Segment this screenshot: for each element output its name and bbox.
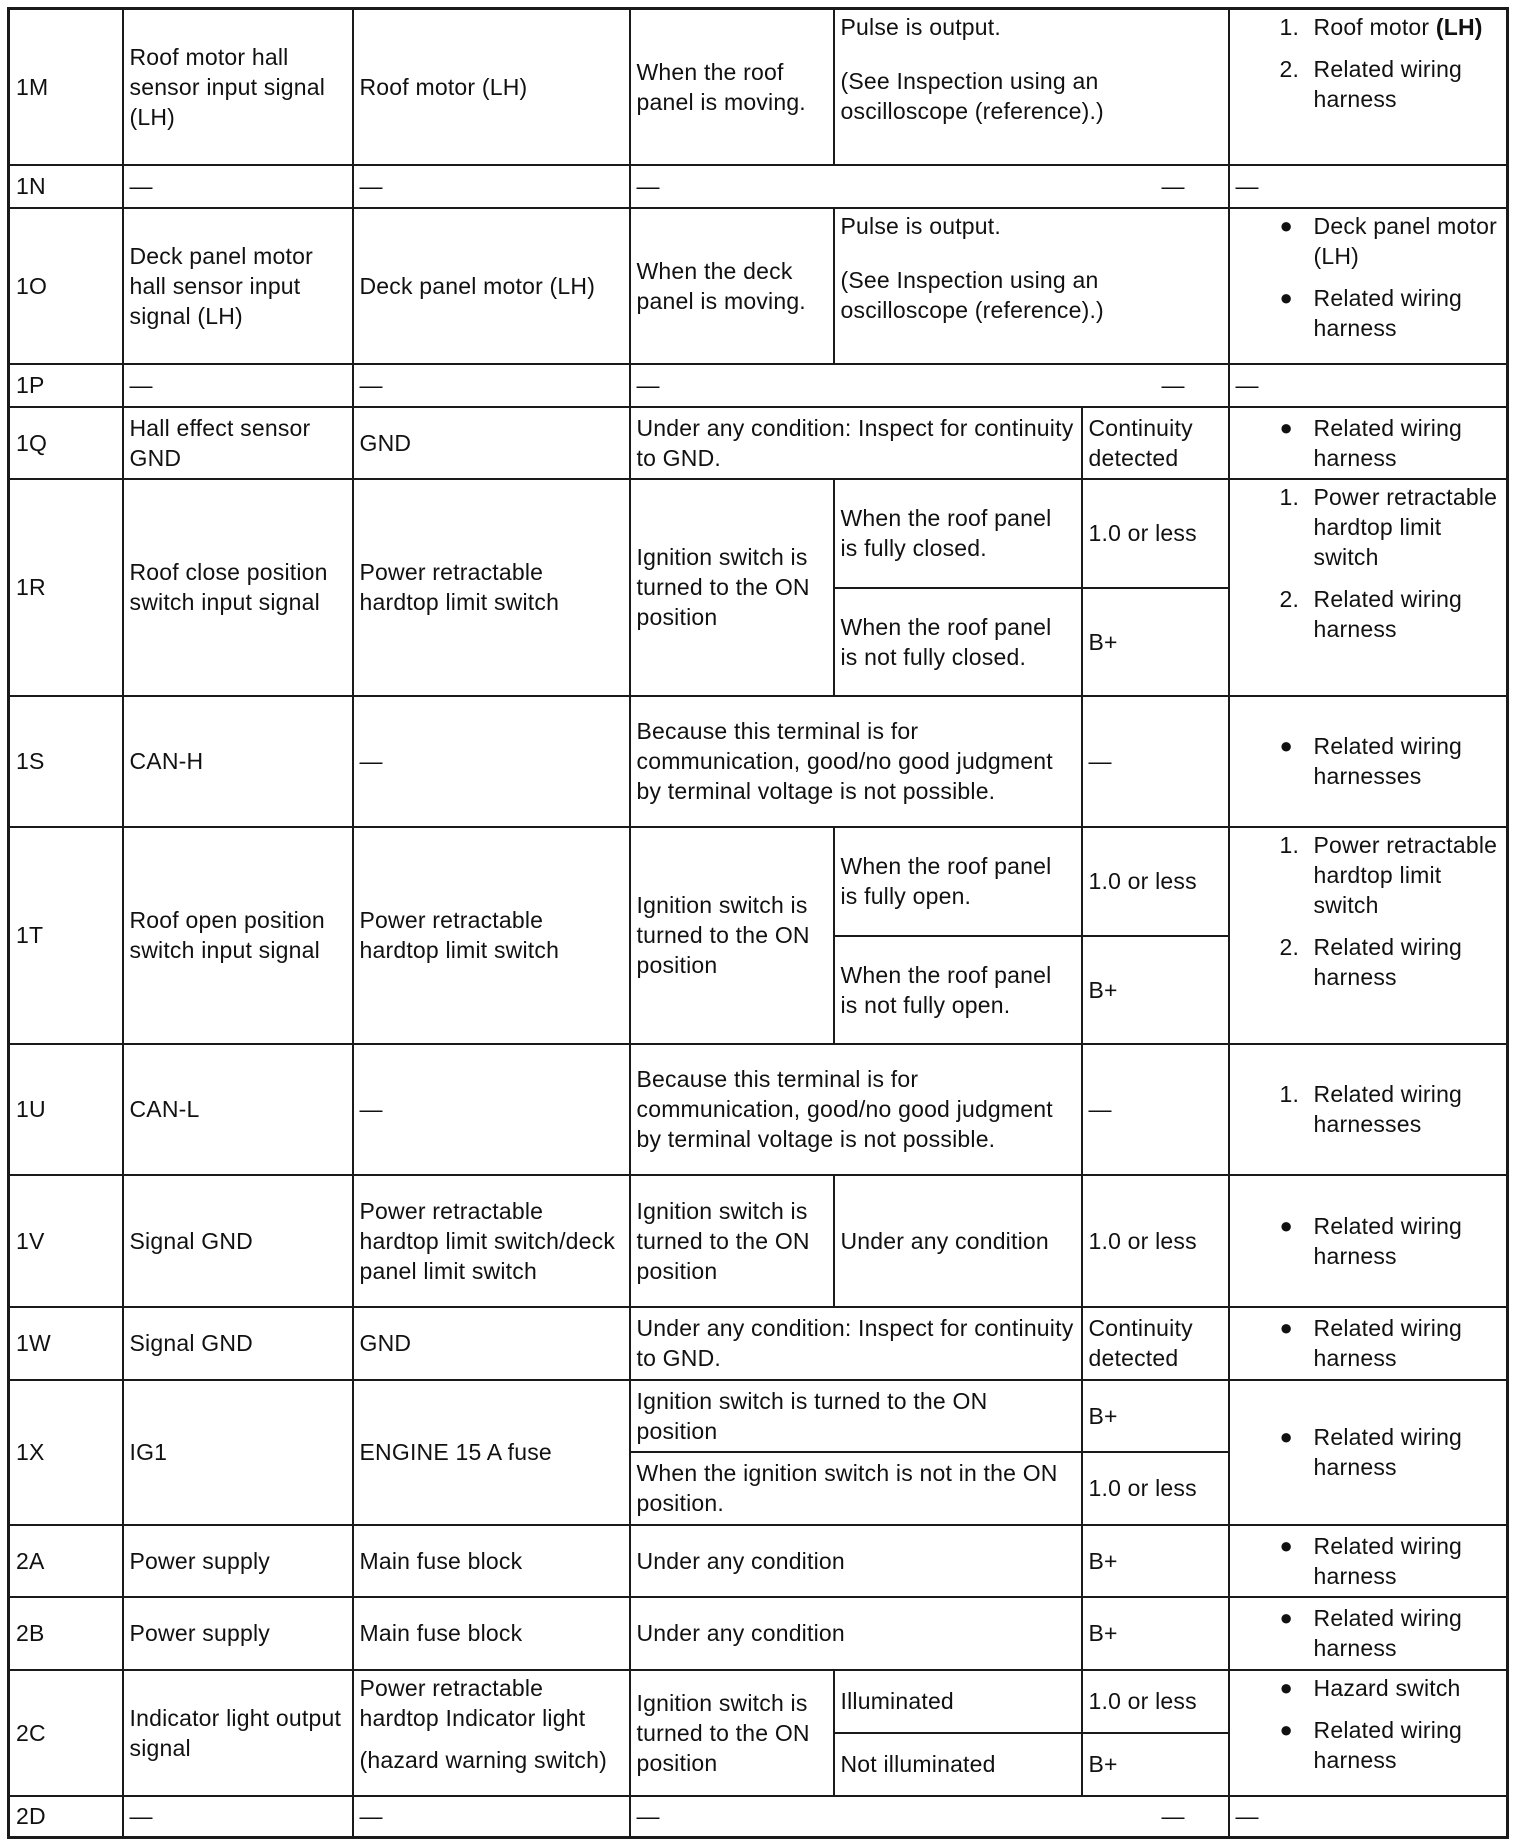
value-cell: B+	[1082, 588, 1229, 696]
terminal-cell: 1S	[9, 696, 123, 827]
state-cell: Illuminated	[834, 1670, 1082, 1733]
possible-cause-cell	[1229, 1525, 1508, 1597]
value-cell: Continuity detected	[1082, 407, 1229, 479]
dash-cell: —	[1229, 1796, 1508, 1838]
terminal-cell: 1T	[9, 827, 123, 1044]
list-item: 2. Related wiring harness	[1279, 933, 1463, 990]
condition-cell: Because this terminal is for communication, good/no good judgment by terminal voltage is not possible.	[630, 696, 1082, 827]
cause-text: Deck panel motor (LH)	[1313, 212, 1497, 269]
terminal-cell: 1O	[9, 208, 123, 364]
connected-to-cell: Main fuse block	[353, 1525, 630, 1597]
connected-to-cell: Power retractable hardtop limit switch	[353, 479, 630, 696]
signal-name-cell: Roof open position switch input signal	[123, 827, 353, 1044]
table-row	[9, 9, 1508, 165]
condition-cell: Ignition switch is turned to the ON position	[630, 1380, 1082, 1452]
dash-cell: —	[123, 165, 353, 208]
possible-cause-cell	[1229, 208, 1508, 364]
condition-cell: When the roof panel is moving.	[630, 9, 834, 165]
cause-text-bold: (LH)	[1435, 14, 1483, 40]
value-cell: Continuity detected	[1082, 1307, 1229, 1380]
value-cell: 1.0 or less	[1082, 479, 1229, 588]
connected-to-text: Power retractable hardtop Indicator light	[359, 1674, 586, 1731]
list-item: ● Related wiring harness	[1279, 1532, 1463, 1589]
value-cell: 1.0 or less	[1082, 827, 1229, 936]
terminal-cell: 1N	[9, 165, 123, 208]
possible-cause-cell	[1229, 479, 1508, 696]
dash-text: —	[636, 1803, 660, 1830]
result-cell	[834, 208, 1229, 364]
condition-cell: Ignition switch is turned to the ON position	[630, 479, 834, 696]
cause-list	[1236, 482, 1501, 644]
condition-cell: Ignition switch is turned to the ON position	[630, 1175, 834, 1307]
cause-list	[1236, 1673, 1501, 1775]
state-cell: When the roof panel is fully closed.	[834, 479, 1082, 588]
dash-cell: —	[1229, 165, 1508, 208]
terminal-cell: 1V	[9, 1175, 123, 1307]
list-item: ● Hazard switch	[1279, 1674, 1461, 1701]
state-cell: Under any condition	[834, 1175, 1082, 1307]
state-cell: When the roof panel is not fully open.	[834, 936, 1082, 1044]
cause-list	[1236, 1211, 1501, 1271]
cause-text: Related wiring harnesses	[1313, 733, 1463, 789]
signal-name-cell: CAN-L	[123, 1044, 353, 1175]
possible-cause-cell	[1229, 1380, 1508, 1525]
possible-cause-cell	[1229, 1670, 1508, 1796]
table-row	[9, 1525, 1508, 1597]
dash-cell: —	[353, 696, 630, 827]
connected-to-cell: ENGINE 15 A fuse	[353, 1380, 630, 1525]
cause-text: Power retractable hardtop limit switch	[1313, 483, 1498, 570]
possible-cause-cell	[1229, 1044, 1508, 1175]
connected-to-cell: GND	[353, 407, 630, 479]
cause-text: Roof motor	[1313, 14, 1430, 40]
terminal-cell: 1P	[9, 364, 123, 407]
dash-cell	[630, 1796, 1229, 1838]
terminal-inspection-table	[7, 7, 1509, 1839]
list-item: ● Related wiring harness	[1279, 1605, 1463, 1661]
cause-list	[1236, 12, 1501, 114]
cause-list	[1236, 413, 1501, 473]
state-cell: When the roof panel is fully open.	[834, 827, 1082, 936]
cause-text: Related wiring harnesses	[1313, 1081, 1463, 1137]
condition-cell: Ignition switch is turned to the ON position	[630, 1670, 834, 1796]
terminal-cell: 2A	[9, 1525, 123, 1597]
list-item: ● Related wiring harness	[1279, 284, 1463, 341]
condition-cell: Under any condition: Inspect for continuity to GND.	[630, 1307, 1082, 1380]
value-cell: B+	[1082, 936, 1229, 1044]
signal-name-cell: Hall effect sensor GND	[123, 407, 353, 479]
cause-list	[1236, 1603, 1501, 1663]
signal-name-cell: IG1	[123, 1380, 353, 1525]
list-item: ● Related wiring harness	[1279, 1424, 1463, 1480]
signal-name-cell: Roof motor hall sensor input signal (LH)	[123, 9, 353, 165]
signal-name-cell: Roof close position switch input signal	[123, 479, 353, 696]
possible-cause-cell	[1229, 696, 1508, 827]
list-item: ● Related wiring harness	[1279, 1212, 1463, 1269]
value-cell: B+	[1082, 1733, 1229, 1796]
list-item: 1. Power retractable hardtop limit switch	[1279, 483, 1498, 570]
condition-cell: Under any condition	[630, 1525, 1082, 1597]
terminal-cell: 1U	[9, 1044, 123, 1175]
connected-to-cell	[353, 1670, 630, 1796]
table-row	[9, 364, 1508, 407]
possible-cause-cell	[1229, 827, 1508, 1044]
dash-cell: —	[1229, 364, 1508, 407]
cause-list	[1236, 1313, 1501, 1373]
table-row	[9, 407, 1508, 479]
dash-cell	[630, 364, 1229, 407]
signal-name-cell: Power supply	[123, 1525, 353, 1597]
state-cell: When the roof panel is not fully closed.	[834, 588, 1082, 696]
table-row	[9, 1044, 1508, 1175]
oscilloscope-note: (See Inspection using an oscilloscope (reference).)	[840, 266, 1104, 323]
cause-text: Related wiring harness	[1313, 1424, 1463, 1480]
terminal-cell: 1Q	[9, 407, 123, 479]
cause-text: Related wiring harness	[1313, 284, 1463, 341]
cause-text: Related wiring harness	[1313, 1605, 1463, 1661]
dash-cell: —	[353, 364, 630, 407]
result-cell	[834, 9, 1229, 165]
table-row	[9, 827, 1508, 936]
table-row	[9, 1380, 1508, 1452]
possible-cause-cell	[1229, 9, 1508, 165]
dash-text: —	[1161, 372, 1185, 398]
condition-cell: When the ignition switch is not in the ON position.	[630, 1452, 1082, 1525]
connected-to-cell: Deck panel motor (LH)	[353, 208, 630, 364]
list-item: 1. Power retractable hardtop limit switch	[1279, 831, 1498, 918]
terminal-cell: 1R	[9, 479, 123, 696]
terminal-cell: 2B	[9, 1597, 123, 1670]
signal-name-cell: Signal GND	[123, 1175, 353, 1307]
cause-text: Hazard switch	[1313, 1674, 1461, 1701]
table-row	[9, 1307, 1508, 1380]
list-item: ● Related wiring harness	[1279, 1315, 1463, 1371]
dash-text: —	[636, 372, 660, 398]
cause-list	[1236, 830, 1501, 992]
dash-cell: —	[353, 165, 630, 208]
table-row	[9, 1597, 1508, 1670]
possible-cause-cell	[1229, 407, 1508, 479]
signal-name-cell: Signal GND	[123, 1307, 353, 1380]
possible-cause-cell	[1229, 1597, 1508, 1670]
terminal-cell: 1W	[9, 1307, 123, 1380]
state-cell: Not illuminated	[834, 1733, 1082, 1796]
terminal-cell: 2D	[9, 1796, 123, 1838]
connected-to-cell: GND	[353, 1307, 630, 1380]
list-item: 2. Related wiring harness	[1279, 56, 1463, 112]
list-item: ● Related wiring harness	[1279, 1716, 1463, 1773]
list-item: ● Related wiring harness	[1279, 414, 1463, 471]
cause-text: Related wiring harness	[1313, 933, 1463, 990]
connected-to-note: (hazard warning switch)	[359, 1746, 607, 1773]
cause-text: Related wiring harness	[1313, 414, 1463, 471]
connected-to-cell: Roof motor (LH)	[353, 9, 630, 165]
condition-cell: Under any condition: Inspect for continuity to GND.	[630, 407, 1082, 479]
value-cell: B+	[1082, 1597, 1229, 1670]
cause-list	[1236, 1531, 1501, 1591]
cause-text: Related wiring harness	[1313, 1315, 1463, 1371]
dash-cell: —	[123, 1796, 353, 1838]
value-cell: B+	[1082, 1525, 1229, 1597]
cause-text: Related wiring harness	[1313, 585, 1463, 642]
table-row	[9, 1670, 1508, 1733]
condition-cell: Ignition switch is turned to the ON position	[630, 827, 834, 1044]
terminal-cell: 1X	[9, 1380, 123, 1525]
dash-cell: —	[1082, 696, 1229, 827]
cause-list	[1236, 1422, 1501, 1482]
dash-cell: —	[1082, 1044, 1229, 1175]
table-row	[9, 479, 1508, 588]
cause-text: Related wiring harness	[1313, 1532, 1463, 1589]
value-cell: 1.0 or less	[1082, 1670, 1229, 1733]
connected-to-cell: Main fuse block	[353, 1597, 630, 1670]
cause-text: Related wiring harness	[1313, 1212, 1463, 1269]
cause-text: Power retractable hardtop limit switch	[1313, 831, 1498, 918]
dash-cell: —	[123, 364, 353, 407]
value-cell: 1.0 or less	[1082, 1175, 1229, 1307]
cause-list	[1236, 731, 1501, 791]
connected-to-cell: Power retractable hardtop limit switch	[353, 827, 630, 1044]
terminal-cell: 2C	[9, 1670, 123, 1796]
signal-name-cell: Deck panel motor hall sensor input signal (LH)	[123, 208, 353, 364]
condition-cell: Under any condition	[630, 1597, 1082, 1670]
table-row	[9, 1796, 1508, 1838]
table-row	[9, 208, 1508, 364]
dash-cell: —	[353, 1796, 630, 1838]
condition-cell: When the deck panel is moving.	[630, 208, 834, 364]
terminal-cell: 1M	[9, 9, 123, 165]
value-cell: 1.0 or less	[1082, 1452, 1229, 1525]
inspection-table-page	[7, 7, 1506, 1837]
result-text: Pulse is output.	[840, 14, 1001, 40]
value-cell: B+	[1082, 1380, 1229, 1452]
dash-text: —	[1161, 173, 1185, 199]
connected-to-cell: Power retractable hardtop limit switch/deck panel limit switch	[353, 1175, 630, 1307]
dash-cell: —	[353, 1044, 630, 1175]
result-text: Pulse is output.	[840, 212, 1001, 239]
list-item: ● Deck panel motor (LH)	[1279, 212, 1497, 269]
list-item: 1. Roof motor (LH)	[1279, 14, 1483, 40]
table-row	[9, 1175, 1508, 1307]
oscilloscope-note: (See Inspection using an oscilloscope (reference).)	[840, 68, 1104, 124]
dash-text: —	[636, 173, 660, 199]
condition-cell: Because this terminal is for communication, good/no good judgment by terminal voltage is not possible.	[630, 1044, 1082, 1175]
cause-text: Related wiring harness	[1313, 56, 1463, 112]
dash-text: —	[1161, 1803, 1185, 1830]
table-row	[9, 165, 1508, 208]
list-item: 2. Related wiring harness	[1279, 585, 1463, 642]
possible-cause-cell	[1229, 1307, 1508, 1380]
dash-cell	[630, 165, 1229, 208]
list-item: ● Related wiring harnesses	[1279, 733, 1463, 789]
possible-cause-cell	[1229, 1175, 1508, 1307]
table-row	[9, 696, 1508, 827]
cause-text: Related wiring harness	[1313, 1716, 1463, 1773]
signal-name-cell: Power supply	[123, 1597, 353, 1670]
signal-name-cell: CAN-H	[123, 696, 353, 827]
signal-name-cell: Indicator light output signal	[123, 1670, 353, 1796]
cause-list	[1236, 1079, 1501, 1139]
cause-list	[1236, 211, 1501, 343]
list-item: 1. Related wiring harnesses	[1279, 1081, 1463, 1137]
